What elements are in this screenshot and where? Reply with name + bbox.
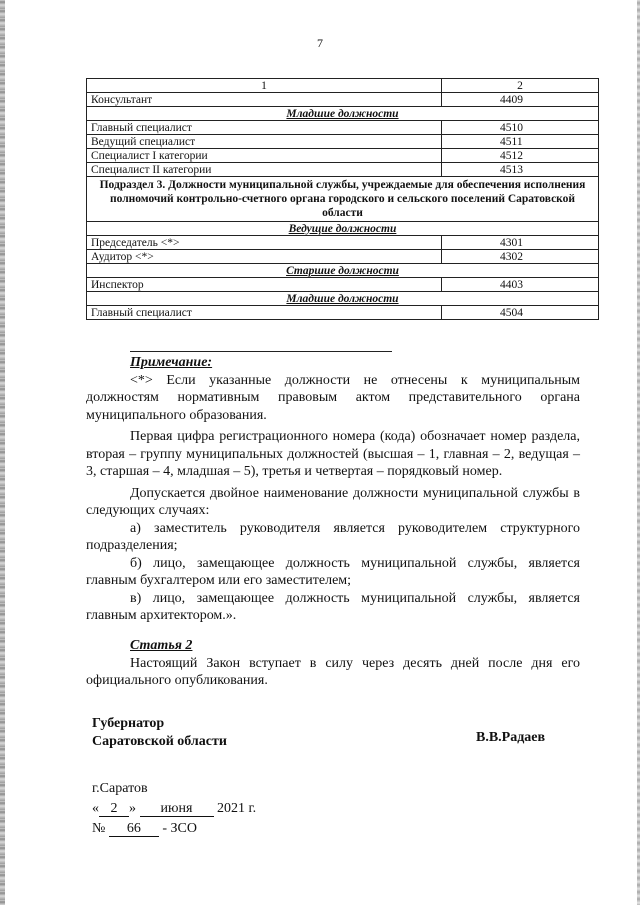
position-code: 4302 xyxy=(442,250,599,264)
position-code: 4409 xyxy=(442,93,599,107)
date-month: июня xyxy=(140,801,214,817)
signer-title-line-2: Саратовской области xyxy=(92,733,227,749)
position-name: Специалист II категории xyxy=(87,163,442,177)
position-code: 4510 xyxy=(442,121,599,135)
scan-edge-left xyxy=(0,0,5,905)
position-name: Инспектор xyxy=(87,278,442,292)
position-code: 4513 xyxy=(442,163,599,177)
subsection-heading-text: Подраздел 3. Должности муниципальной службы, учреждаемые для обеспечения исполнения полномочий контрольно-счетного органа городского и сельского поселений Саратовской области xyxy=(87,177,599,222)
position-name: Специалист I категории xyxy=(87,149,442,163)
date-year: 2021 г. xyxy=(217,801,257,816)
note-item-c: в) лицо, замещающее должность муниципальной службы, является главным архитектором.». xyxy=(86,590,580,623)
position-name: Председатель <*> xyxy=(87,236,442,250)
position-code: 4403 xyxy=(442,278,599,292)
signer-title xyxy=(92,715,227,750)
position-name: Ведущий специалист xyxy=(87,135,442,149)
position-name: Аудитор <*> xyxy=(87,250,442,264)
note-paragraph-asterisk: <*> Если указанные должности не отнесены к муниципальным должностям нормативным правовым актом представительного органа муниципального образования. xyxy=(86,372,580,423)
footer-city: г.Саратов xyxy=(92,781,148,796)
group-heading-text: Ведущие должности xyxy=(87,222,599,236)
position-code: 4504 xyxy=(442,306,599,320)
article-2-block xyxy=(86,637,580,690)
signer-name: В.В.Радаев xyxy=(476,730,546,745)
position-code: 4301 xyxy=(442,236,599,250)
note-heading: Примечание: xyxy=(130,355,213,370)
footer-date xyxy=(92,799,256,819)
note-item-b: б) лицо, замещающее должность муниципальной службы, является главным бухгалтером или его заместителем; xyxy=(86,555,580,588)
number-prefix: № xyxy=(92,821,106,836)
position-name: Консультант xyxy=(87,93,442,107)
number-suffix: - ЗСО xyxy=(162,821,197,836)
table-group-heading xyxy=(87,107,599,121)
table-header-col-2: 2 xyxy=(442,79,599,93)
page-number: 7 xyxy=(317,36,323,50)
date-close-quote: » xyxy=(129,801,136,816)
note-item-a: а) заместитель руководителя является руководителем структурного подразделения; xyxy=(86,520,580,553)
date-day: 2 xyxy=(99,801,129,817)
table-row xyxy=(87,236,599,250)
table-row xyxy=(87,278,599,292)
footer-number xyxy=(92,819,256,839)
table-group-heading xyxy=(87,222,599,236)
law-number: 66 xyxy=(109,821,159,837)
positions-table-body xyxy=(87,79,599,320)
date-open-quote: « xyxy=(92,801,99,816)
table-row xyxy=(87,306,599,320)
group-heading-text: Младшие должности xyxy=(87,107,599,121)
group-heading-text: Старшие должности xyxy=(87,264,599,278)
note-paragraph-double-name: Допускается двойное наименование должности муниципальной службы в следующих случаях: xyxy=(86,485,580,518)
position-name: Главный специалист xyxy=(87,121,442,135)
positions-table xyxy=(86,78,599,320)
position-name: Главный специалист xyxy=(87,306,442,320)
table-row xyxy=(87,135,599,149)
table-subsection-heading xyxy=(87,177,599,222)
table-row xyxy=(87,163,599,177)
table-group-heading xyxy=(87,292,599,306)
position-code: 4511 xyxy=(442,135,599,149)
position-code: 4512 xyxy=(442,149,599,163)
group-heading-text: Младшие должности xyxy=(87,292,599,306)
table-row xyxy=(87,250,599,264)
document-footer xyxy=(92,779,256,839)
article-heading: Статья 2 xyxy=(130,638,193,653)
table-group-heading xyxy=(87,264,599,278)
table-row xyxy=(87,121,599,135)
table-row xyxy=(87,93,599,107)
note-separator-line xyxy=(130,351,392,352)
signer-title-line-1: Губернатор xyxy=(92,716,165,731)
note-block xyxy=(86,354,580,625)
note-paragraph-code-explanation: Первая цифра регистрационного номера (кода) обозначает номер раздела, вторая – группу муниципальных должностей (высшая – 1, главная – 2, ведущая – 3, старшая – 4, младшая – 5), третья и четвертая – порядковый номер. xyxy=(86,429,580,479)
article-text: Настоящий Закон вступает в силу через десять дней после дня его официального опубликования. xyxy=(86,655,580,688)
table-header-col-1: 1 xyxy=(87,79,442,93)
table-row xyxy=(87,149,599,163)
table-header-row xyxy=(87,79,599,93)
